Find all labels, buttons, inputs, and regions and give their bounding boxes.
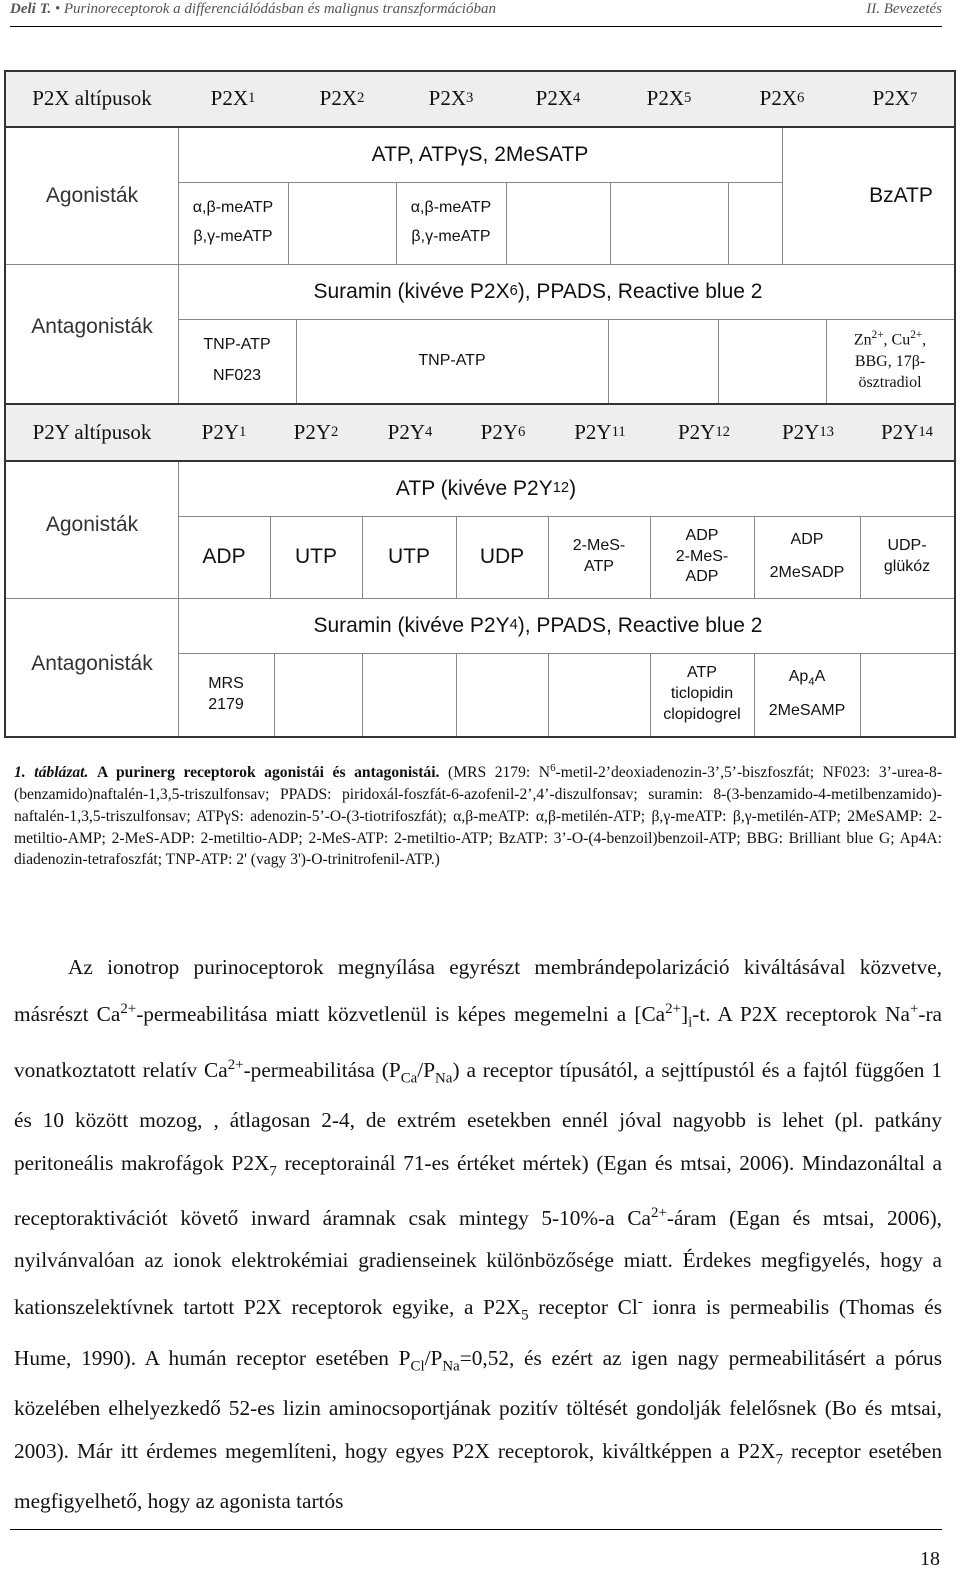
p2y-agonist-p2y11: 2-MeS- ATP xyxy=(572,537,626,575)
divider xyxy=(826,319,827,403)
divider xyxy=(754,653,755,736)
divider xyxy=(718,319,719,403)
page-number: 18 xyxy=(920,1548,940,1570)
p2x-antagonist-p2x7: $Zn^{2+}$, $Cu^{2+}$, BBG, 17β- ösztradiol xyxy=(853,328,927,392)
p2x-title: P2X altípusok xyxy=(32,86,152,111)
caption-sup: 6 xyxy=(550,762,556,774)
receptor-table xyxy=(4,70,956,738)
divider xyxy=(178,462,179,598)
p2y-agonist-p2y12: ADP 2-MeS- ADP xyxy=(675,526,729,586)
divider xyxy=(456,653,457,736)
p2y-subtype-14: P2Y 14 xyxy=(880,419,934,444)
divider xyxy=(178,182,782,183)
p2y-antagonist-p2y13: $Ap_4A$ 2MeSAMP xyxy=(768,667,846,720)
p2y-antagonist-common: Suramin (kivéve P2Y 4 ), PPADS, Reactive blue 2 xyxy=(313,614,763,638)
divider xyxy=(860,653,861,736)
p2y-agonist-p2y4: UTP xyxy=(388,545,430,569)
divider xyxy=(178,265,179,403)
divider xyxy=(506,182,507,264)
p2x-subtype-2: P2X 2 xyxy=(319,86,365,111)
divider xyxy=(362,516,363,598)
p2y-subtype-6: P2Y 6 xyxy=(480,419,526,444)
p2y-agonist-p2y14: UDP- glükóz xyxy=(883,537,931,575)
divider xyxy=(178,319,954,320)
divider xyxy=(296,319,297,403)
divider xyxy=(178,599,179,736)
p2y-agonist-common: ATP (kivéve P2Y 12 ) xyxy=(395,477,577,501)
divider xyxy=(782,128,783,264)
p2y-agonist-label: Agonisták xyxy=(45,513,139,537)
divider xyxy=(178,128,179,264)
divider xyxy=(608,319,609,403)
p2x-subtype-6: P2X 6 xyxy=(759,86,805,111)
p2x-antagonist-common: Suramin (kivéve P2X 6 ), PPADS, Reactive blue 2 xyxy=(313,280,763,304)
p2x-subtype-7: P2X 7 xyxy=(872,86,918,111)
divider xyxy=(650,516,651,598)
header-separator: • xyxy=(54,1,61,17)
p2x-antagonist-tnp-atp: TNP-ATP xyxy=(418,351,486,369)
p2x-agonist-p2x7: BzATP xyxy=(869,184,933,208)
divider xyxy=(396,182,397,264)
caption-text-1: (MRS 2179: N xyxy=(439,764,551,782)
p2y-subtype-2: P2Y 2 xyxy=(293,419,339,444)
p2x-agonist-common: ATP, ATPγS, 2MeSATP xyxy=(371,143,589,167)
divider xyxy=(288,182,289,264)
p2y-subtype-13: P2Y 13 xyxy=(781,419,835,444)
caption-text-2: -metil-2’deoxiadenozin-3’,5’-biszfoszfát; NF023: 3’-urea-8-(benzamido)naftalén-1,3,5-triszulfonsav; PPADS: piridoxál-foszfát-6-azofenil-2’,4’-diszulfonsav; suramin: 8-(3-benzamido-4-metilbenzamido)-naftalén-1,3,5-triszulfonsav; ATPγS: adenozin-5’-O-(3-tiotrifoszfát); α,β-meATP: α,β-metilén-ATP; β,γ-meATP: β,γ-metilén-ATP; 2MeSAMP: 2-metiltio-AMP; 2-MeS-ADP: 2-metiltio-ADP; 2-MeS-ATP: 2-metiltio-ATP; BzATP: 3’-O-(4-benzoil)benzoil-ATP; BBG: Brilliant blue G; Ap4A: diadenozin-tetrafoszfát; TNP-ATP: 2' (vagy 3')-O-trinitrofenil-ATP.) xyxy=(14,764,943,869)
divider xyxy=(754,516,755,598)
p2x-subtype-1: P2X 1 xyxy=(210,86,256,111)
divider xyxy=(650,653,651,736)
footer-rule xyxy=(10,1529,942,1530)
p2y-antagonist-p2y12: ATP ticlopidin clopidogrel xyxy=(663,664,741,723)
divider xyxy=(274,653,275,736)
p2x-antagonist-label: Antagonisták xyxy=(31,315,153,339)
p2y-subtype-11: P2Y 11 xyxy=(574,419,626,444)
p2x-agonist-p2x1: α,β-meATP β,γ-meATP xyxy=(192,199,274,245)
divider xyxy=(456,516,457,598)
p2y-agonist-p2y13: ADP 2MeSADP xyxy=(769,531,845,581)
p2y-subtype-12: P2Y 12 xyxy=(677,419,731,444)
divider xyxy=(178,653,954,654)
header-title: Purinoreceptorok a differenciálódásban és malignus transzformációban xyxy=(63,1,496,17)
p2y-title: P2Y altípusok xyxy=(32,419,152,444)
p2x-agonist-p2x3: α,β-meATP β,γ-meATP xyxy=(410,199,492,245)
caption-label: 1. táblázat. xyxy=(14,764,89,782)
header-author: Deli T. xyxy=(10,1,52,17)
p2x-agonist-label: Agonisták xyxy=(45,184,139,208)
caption-title: A purinerg receptorok agonistái és antagonistái. xyxy=(97,764,440,782)
divider xyxy=(548,516,549,598)
table-caption xyxy=(14,758,942,871)
p2y-agonist-p2y6: UDP xyxy=(479,545,525,569)
p2y-antagonist-label: Antagonisták xyxy=(31,651,153,675)
p2y-subtype-4: P2Y 4 xyxy=(387,419,433,444)
p2x-subtype-4: P2X 4 xyxy=(535,86,581,111)
divider xyxy=(728,182,729,264)
p2x-subtype-3: P2X 3 xyxy=(428,86,474,111)
divider xyxy=(860,516,861,598)
divider xyxy=(362,653,363,736)
p2y-agonist-p2y2: UTP xyxy=(295,545,337,569)
running-header xyxy=(10,0,942,27)
body-paragraph: Az ionotrop purinoceptorok megnyílása egyrészt membrándepolarizáció kiváltásával közvetve, másrészt $Ca^{2+}$-permeabilitása miatt közvetlenül is képes megemelni a $[Ca^{2+}]_i-t$. A P2X receptorok Na+-ra vonatkoztatott relatív $Ca^{2+}$-permeabilitása $(P_{Ca}/P_{Na})$ a receptor típusától, a sejttípustól és a fajtól függően 1 és 10 között mozog, , átlagosan 2-4, de extrém esetekben ennél jóval nagyobb is lehet (pl. patkány peritoneális makrofágok $P2X_7$ receptorainál 71-es értéket mértek) (Egan és mtsai, 2006). Mindazonáltal a receptoraktivációt követő inward áramnak csak mintegy 5-10%-a $Ca^{2+}$-áram (Egan és mtsai, 2006), nyilvánvalóan az ionok elektrokémiai gradienseinek különbözősége miatt. Érdekes megfigyelés, hogy a kationszelektívnek tartott P2X receptorok egyike, a $P2X_5$ receptor Cl- ionra is permeabilis (Thomas és Hume, 1990). A humán receptor esetében $P_{Cl}/P_{Na}=0,52$, és ezért az igen nagy permeabilitásért a pórus közelében elhelyezkedő 52-es lizin aminocsoportjának pozitív töltését gondolják felelősnek (Bo és mtsai, 2003). Már itt érdemes megemlíteni, hogy egyes P2X receptorok, kiváltképpen a $P2X_7$ receptor esetében megfigyelhető, hogy az agonista tartós xyxy=(14,955,943,1514)
p2y-agonist-p2y1: ADP xyxy=(202,545,246,569)
p2y-antagonist-p2y1: MRS 2179 xyxy=(208,674,244,713)
header-section: II. Bevezetés xyxy=(866,1,942,17)
p2x-subtype-5: P2X 5 xyxy=(646,86,692,111)
divider xyxy=(610,182,611,264)
p2x-antagonist-p2x1: TNP-ATP NF023 xyxy=(203,336,271,384)
divider xyxy=(548,653,549,736)
header-left xyxy=(10,1,496,18)
divider xyxy=(178,516,954,517)
p2y-subtype-1: P2Y 1 xyxy=(201,419,247,444)
divider xyxy=(270,516,271,598)
